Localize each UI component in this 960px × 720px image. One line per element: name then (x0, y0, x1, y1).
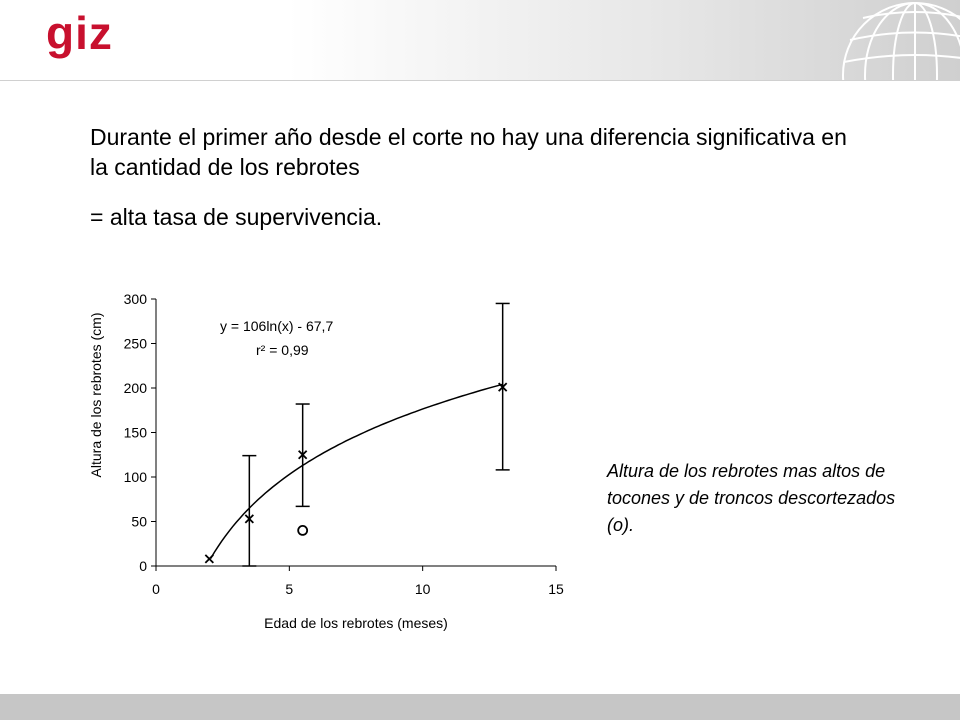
y-tick-label: 300 (123, 291, 147, 307)
data-point-x (205, 555, 213, 563)
footer-band (0, 694, 960, 720)
x-tick-label: 10 (414, 581, 431, 597)
paragraph-conclusion: = alta tasa de supervivencia. (90, 204, 383, 230)
y-tick-label: 250 (123, 335, 147, 352)
paragraph-main: Durante el primer año desde el corte no hay una diferencia significativa en la cantidad de los rebrotes (90, 124, 847, 180)
trendline (211, 384, 503, 558)
trend-equation: y = 106ln(x) - 67,7 (220, 318, 334, 334)
x-tick-label: 5 (285, 581, 294, 597)
giz-logo: giz (46, 7, 113, 59)
error-bar (242, 456, 256, 566)
y-axis-title: Altura de los rebrotes (cm) (88, 312, 104, 478)
y-tick-label: 0 (139, 558, 147, 574)
y-tick-label: 150 (123, 424, 147, 441)
x-tick-label: 0 (152, 581, 160, 597)
x-axis-title: Edad de los rebrotes (meses) (264, 615, 448, 631)
data-point-o (298, 526, 307, 535)
y-tick-label: 200 (123, 380, 147, 396)
y-tick-label: 50 (131, 513, 147, 530)
figure-caption: Altura de los rebrotes mas altos de tocones y de troncos descortezados (o). (607, 461, 896, 535)
r-squared: r² = 0,99 (256, 342, 309, 358)
y-tick-label: 100 (123, 469, 147, 485)
x-tick-label: 15 (548, 581, 564, 597)
